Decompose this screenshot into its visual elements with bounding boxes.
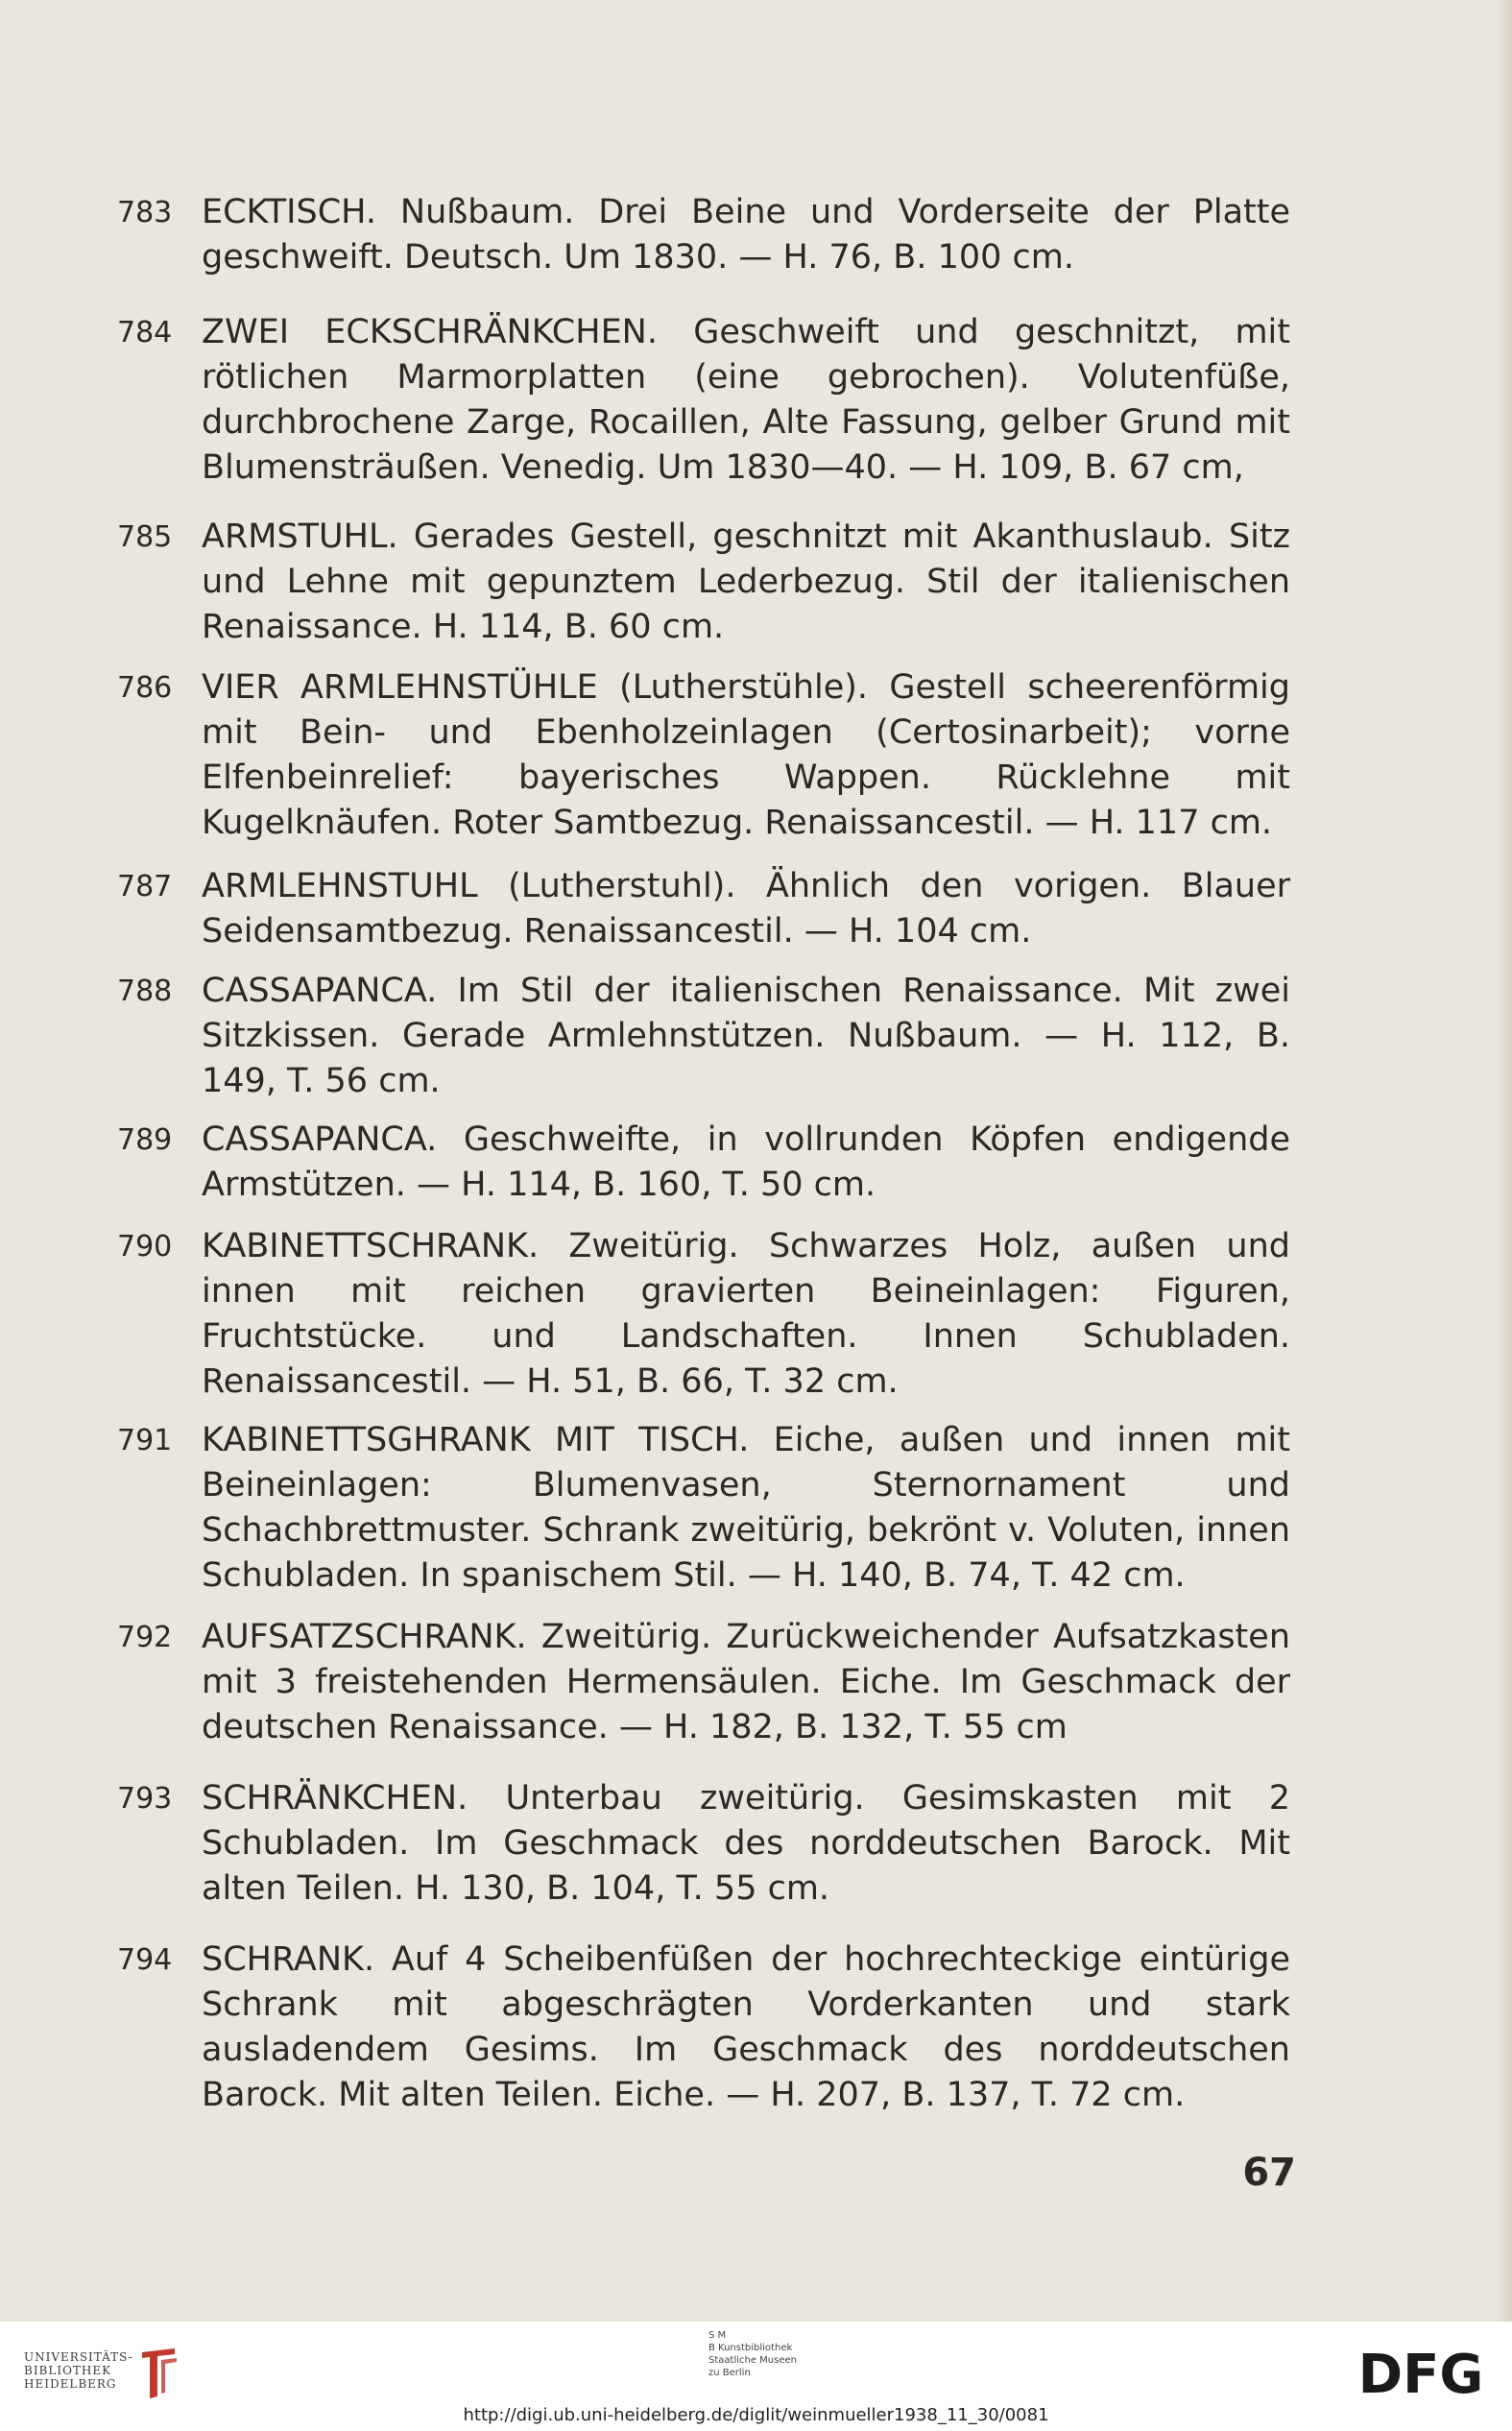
entry-text: KABINETTSGHRANK MIT TISCH. Eiche, außen und innen mit Beineinlagen: Blumenvasen, Sternornament und Schachbrettmuster. Schrank zweitürig, bekrönt v. Voluten, innen Schubladen. In spanischem Stil. — H. 140, B. 74, T. 42 cm. [202, 1421, 1290, 1595]
catalog-entry-793 [117, 1776, 1290, 1912]
entry-text: SCHRÄNKCHEN. Unterbau zweitürig. Gesimskasten mit 2 Schubladen. Im Geschmack des norddeutschen Barock. Mit alten Teilen. H. 130, B. 104, T. 55 cm. [202, 1779, 1290, 1908]
entry-number: 785 [117, 520, 173, 554]
entry-number: 790 [117, 1230, 173, 1264]
catalog-entry-784 [117, 310, 1290, 491]
entry-number: 786 [117, 671, 173, 705]
page-number: 67 [1242, 2151, 1296, 2195]
catalog-entry-789 [117, 1118, 1290, 1208]
catalog-entry-788 [117, 969, 1290, 1104]
entry-text: CASSAPANCA. Geschweifte, in vollrunden Köpfen endigende Armstützen. — H. 114, B. 160, T. 50 cm. [202, 1120, 1290, 1204]
viewer-footer [0, 2322, 1512, 2431]
catalog-entry-792 [117, 1615, 1290, 1750]
heidelberg-emblem-icon [136, 2345, 182, 2402]
dfg-logo-icon [1344, 2345, 1498, 2402]
catalog-entry-794 [117, 1938, 1290, 2118]
page-url-link[interactable]: http://digi.ub.uni-heidelberg.de/diglit/weinmueller1938_11_30/0081 [463, 2405, 1049, 2425]
stamp-line-1: S M [708, 2330, 727, 2341]
entry-number: 794 [117, 1943, 173, 1977]
catalog-entry-787 [117, 864, 1290, 954]
entry-number: 787 [117, 870, 173, 903]
entry-number: 792 [117, 1621, 173, 1654]
catalog-entry-783 [117, 190, 1290, 280]
entry-number: 789 [117, 1123, 173, 1157]
catalog-entry-785 [117, 515, 1290, 650]
entry-number: 788 [117, 975, 173, 1008]
entry-text: KABINETTSCHRANK. Zweitürig. Schwarzes Holz, außen und innen mit reichen gravierten Beineinlagen: Figuren, Fruchtstücke. und Landschaften. Innen Schubladen. Renaissancestil. — H. 51, B. 66, T. 32 cm. [202, 1227, 1290, 1401]
entry-text: SCHRANK. Auf 4 Scheibenfüßen der hochrechteckige eintürige Schrank mit abgeschrägten Vorderkanten und stark ausladendem Gesims. Im Geschmack des norddeutschen Barock. Mit alten Teilen. Eiche. — H. 207, B. 137, T. 72 cm. [202, 1940, 1290, 2114]
university-line-3: HEIDELBERG [24, 2377, 117, 2391]
entry-text: VIER ARMLEHNSTÜHLE (Lutherstühle). Gestell scheerenförmig mit Bein- und Ebenholzeinlagen (Certosinarbeit); vorne Elfenbeinrelief: bayerisches Wappen. Rücklehne mit Kugelknäufen. Roter Samtbezug. Renaissancestil. — H. 117 cm. [202, 668, 1290, 842]
entry-number: 783 [117, 196, 173, 229]
entry-text: AUFSATZSCHRANK. Zweitürig. Zurückweichender Aufsatzkasten mit 3 freistehenden Hermensäulen. Eiche. Im Geschmack der deutschen Renaissance. — H. 182, B. 132, T. 55 cm [202, 1618, 1290, 1746]
entry-text: CASSAPANCA. Im Stil der italienischen Renaissance. Mit zwei Sitzkissen. Gerade Armlehnstützen. Nußbaum. — H. 112, B. 149, T. 56 cm. [202, 972, 1290, 1100]
entry-text: ARMSTUHL. Gerades Gestell, geschnitzt mit Akanthuslaub. Sitz und Lehne mit gepunztem Lederbezug. Stil der italienischen Renaissance. H. 114, B. 60 cm. [202, 517, 1290, 646]
entry-text: ECKTISCH. Nußbaum. Drei Beine und Vorderseite der Platte geschweift. Deutsch. Um 1830. — H. 76, B. 100 cm. [202, 193, 1290, 277]
entry-text: ZWEI ECKSCHRÄNKCHEN. Geschweift und geschnitzt, mit rötlichen Marmorplatten (eine gebrochen). Volutenfüße, durchbrochene Zarge, Rocaillen, Alte Fassung, gelber Grund mit Blumensträußen. Venedig. Um 1830—40. — H. 109, B. 67 cm, [202, 313, 1290, 487]
entry-text: ARMLEHNSTUHL (Lutherstuhl). Ähnlich den vorigen. Blauer Seidensamtbezug. Renaissancestil. — H. 104 cm. [202, 867, 1290, 951]
entry-number: 784 [117, 316, 173, 349]
university-line-2: BIBLIOTHEK [24, 2364, 112, 2377]
university-line-1: UNIVERSITÄTS- [24, 2350, 133, 2364]
stamp-line-4: zu Berlin [708, 2368, 751, 2378]
entry-number: 791 [117, 1424, 173, 1457]
entry-number: 793 [117, 1782, 173, 1816]
catalog-entry-791 [117, 1418, 1290, 1599]
museum-stamp [708, 2329, 862, 2396]
catalog-entry-786 [117, 665, 1290, 846]
dfg-logo-text: DFG [1357, 2345, 1484, 2402]
stamp-line-3: Staatliche Museen [708, 2355, 797, 2366]
stamp-line-2: B Kunstbibliothek [708, 2343, 793, 2353]
catalog-entry-790 [117, 1224, 1290, 1405]
